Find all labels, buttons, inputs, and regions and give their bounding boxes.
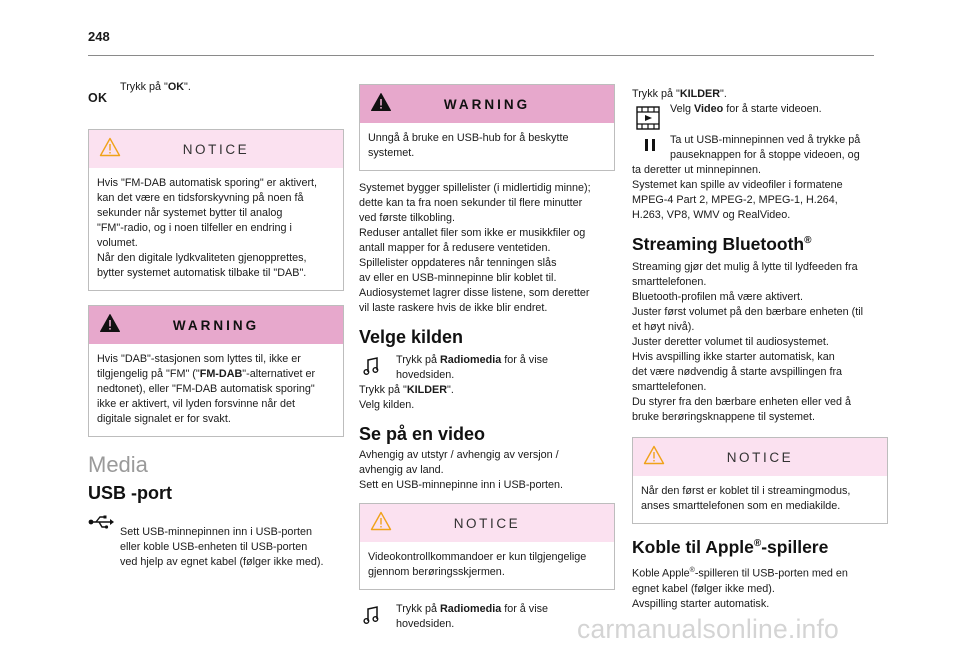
playlists-text: Systemet bygger spillelister (i midlertidig minne); dette kan ta fra noen sekunder til flere minutter ved første tilkobling. Reduser antallet filer som ikke er musikkfiler og antall mapper for å redusere ventetiden. Spillelister oppdateres når tenningen slås av eller en USB-minnepinne blir koblet til. Audiosystemet lagrer disse listene, som deretter vil laste raskere hvis de ikke blir endret. (359, 182, 591, 314)
warning-title: WARNING (172, 317, 260, 333)
source-instruction (359, 353, 615, 413)
warning-box-usb-hub (359, 84, 615, 171)
radiomedia-text: Trykk på Radiomedia for å vise hovedsiden. (396, 603, 549, 630)
warning-box-dab (88, 305, 344, 437)
warning-title: WARNING (443, 96, 531, 112)
apple-text: Koble Apple®-spilleren til USB-porten med en egnet kabel (følger ikke med). Avspilling starter automatisk. (632, 567, 848, 610)
watermark: carmanualsonline.info (577, 614, 839, 644)
music-note-icon (363, 606, 379, 629)
usb-heading: USB -port (88, 483, 172, 503)
notice-body: Når den først er koblet til i streamingmodus, anses smarttelefonen som en mediakilde. (641, 485, 851, 512)
notice-title: NOTICE (453, 515, 521, 531)
warning-triangle-icon (99, 313, 121, 336)
kilder-text: Trykk på "KILDER". (632, 88, 727, 100)
source-text: Trykk på Radiomedia for å vise hovedsiden. (396, 354, 549, 381)
pause-text: Ta ut USB-minnepinnen ved å trykke på pauseknappen for å stoppe videoen, og (670, 134, 861, 161)
video-formats-text: ta deretter ut minnepinnen. Systemet kan spille av videofiler i formatene MPEG-4 Part 2, MPEG-2, MPEG-1, H.264, H.263, VP8, WMV og RealVideo. (632, 164, 843, 221)
warning-triangle-icon (370, 92, 392, 115)
apple-heading: Koble til Apple®-spillere (632, 537, 829, 557)
bluetooth-heading: Streaming Bluetooth® (632, 234, 812, 254)
column-left (88, 80, 344, 585)
source-select-text: Velg kilden. (359, 399, 415, 411)
bluetooth-text: Streaming gjør det mulig å lytte til lydfeeden fra smarttelefonen. Bluetooth-profilen må være aktivert. Juster først volumet på den bærbare enheten (til et høyt nivå). Juster deretter volumet til audiosystemet. Hvis avspilling ikke starter automatisk, kan det være nødvendig å starte avspillingen fra smarttelefonen. Du styrer fra den bærbare enheten eller ved å bruke berøringsknappene til systemet. (632, 261, 864, 423)
warning-body: Unngå å bruke en USB-hub for å beskytte systemet. (368, 132, 569, 159)
warning-triangle-icon (370, 511, 392, 534)
media-heading: Media (88, 452, 148, 477)
notice-title: NOTICE (726, 449, 794, 465)
usb-icon (88, 515, 114, 534)
pause-icon (644, 138, 656, 157)
notice-body: Hvis "FM-DAB automatisk sporing" er aktivert, kan det være en tidsforskyvning på noen få sekunder når systemet bytter til analog "FM"-radio, og i noen tilfeller en endring i volumet. Når den digitale lydkvaliteten gjenopprettes, bytter systemet automatisk tilbake til "DAB". (97, 177, 318, 279)
column-right (632, 87, 888, 612)
source-heading: Velge kilden (359, 327, 464, 347)
notice-title: NOTICE (182, 141, 250, 157)
warning-triangle-icon (99, 137, 121, 160)
notice-box-streaming (632, 437, 888, 524)
header-rule (88, 55, 874, 56)
video-heading: Se på en video (359, 424, 486, 444)
ok-instruction (88, 80, 344, 106)
usb-text: Sett USB-minnepinnen inn i USB-porten eller koble USB-enheten til USB-porten ved hjelp av egnet kabel (følger ikke med). (120, 526, 324, 568)
source-kilder-text: Trykk på "KILDER". (359, 384, 454, 396)
pause-instruction (632, 133, 888, 163)
warning-triangle-icon (643, 445, 665, 468)
notice-box-dab (88, 129, 344, 291)
notice-box-video (359, 503, 615, 590)
music-note-icon (363, 357, 379, 380)
usb-instruction (88, 510, 344, 585)
ok-icon: OK (88, 91, 108, 105)
column-middle (359, 84, 615, 632)
ok-text: Trykk på "OK". (120, 81, 191, 93)
video-instruction (632, 102, 888, 117)
warning-body: Hvis "DAB"-stasjonen som lyttes til, ikke er tilgjengelig på "FM" ("FM-DAB"-alternativet er nedtonet), eller "FM-DAB automatisk sporing" ikke er aktivert, vil lyden forsvinne når det digitale signalet er for svakt. (97, 353, 316, 425)
video-text: Avhengig av utstyr / avhengig av versjon / avhengig av land. Sett en USB-minnepinne inn i USB-porten. (359, 449, 564, 491)
page-number: 248 (88, 29, 110, 44)
notice-body: Videokontrollkommandoer er kun tilgjengelige gjennom berøringsskjermen. (368, 551, 587, 578)
video-film-icon (635, 105, 661, 136)
video-select-text: Velg Video for å starte videoen. (670, 103, 822, 115)
